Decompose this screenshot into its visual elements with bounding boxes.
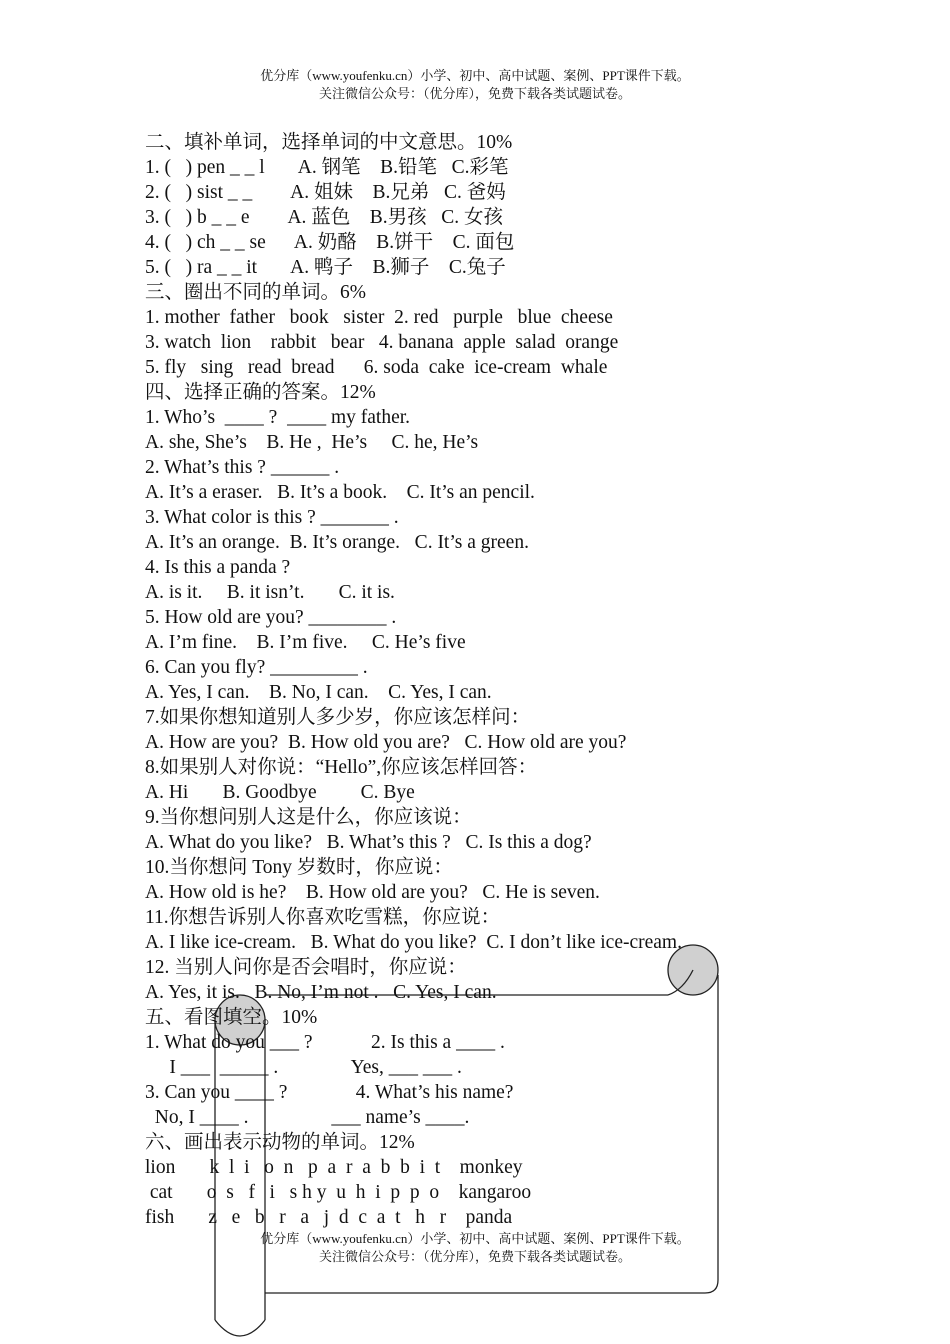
text-line: 4. ( ) ch _ _ se A. 奶酪 B.饼干 C. 面包 <box>145 232 515 253</box>
page-footer <box>0 1230 950 1266</box>
text-line: A. Yes, it is. B. No, I’m not . C. Yes, I can. <box>145 982 497 1003</box>
section-2-title: 二、填补单词，选择单词的中文意思。10% <box>145 132 513 153</box>
text-line: 3. ( ) b _ _ e A. 蓝色 B.男孩 C. 女孩 <box>145 207 504 228</box>
word-grid-row: fish z e b r a j d c a t h r panda <box>145 1207 513 1228</box>
text-line: 11.你想告诉别人你喜欢吃雪糕，你应说： <box>145 907 501 928</box>
section-5-title: 五、看图填空。10% <box>145 1007 318 1028</box>
text-line: 9.当你想问别人这是什么，你应该说： <box>145 807 472 828</box>
text-line: A. It’s a eraser. B. It’s a book. C. It’s an pencil. <box>145 482 535 503</box>
text-line: 1. mother father book sister 2. red purple blue cheese <box>145 307 613 328</box>
text-line: A. is it. B. it isn’t. C. it is. <box>145 582 395 603</box>
word-grid-row: cat o s f i s h y u h i p p o kangaroo <box>145 1182 532 1203</box>
text-line: 8.如果别人对你说：“Hello”,你应该怎样回答： <box>145 757 538 778</box>
text-line: 1. What do you ___ ? 2. Is this a ____ . <box>145 1032 505 1053</box>
text-line: I ___ _____ . Yes, ___ ___ . <box>145 1057 462 1078</box>
header-line-1: 优分库（www.youfenku.cn）小学、初中、高中试题、案例、PPT课件下载。 <box>260 68 690 83</box>
text-line: 2. ( ) sist _ _ A. 姐妹 B.兄弟 C. 爸妈 <box>145 182 506 203</box>
text-line: 3. watch lion rabbit bear 4. banana apple salad orange <box>145 332 619 353</box>
text-line: A. I like ice-cream. B. What do you like? C. I don’t like ice-cream. <box>145 932 682 953</box>
text-line: 12. 当别人问你是否会唱时，你应说： <box>145 957 467 978</box>
text-line: A. she, She’s B. He , He’s C. he, He’s <box>145 432 479 453</box>
text-line: 1. Who’s ____ ? ____ my father. <box>145 407 411 428</box>
text-line: A. What do you like? B. What’s this ? C. Is this a dog? <box>145 832 592 853</box>
text-line: 3. What color is this ? _______ . <box>145 507 399 528</box>
section-3-title: 三、圈出不同的单词。6% <box>145 282 366 303</box>
text-line: 3. Can you ____ ? 4. What’s his name? <box>145 1082 514 1103</box>
text-line: A. I’m fine. B. I’m five. C. He’s five <box>145 632 466 653</box>
text-line: 10.当你想问 Tony 岁数时，你应说： <box>145 857 453 878</box>
text-line: No, I ____ . ___ name’s ____. <box>145 1107 470 1128</box>
text-line: A. How are you? B. How old you are? C. How old are you? <box>145 732 627 753</box>
text-line: A. How old is he? B. How old are you? C. He is seven. <box>145 882 600 903</box>
text-line: 5. ( ) ra _ _ it A. 鸭子 B.狮子 C.兔子 <box>145 257 506 278</box>
footer-line-2: 关注微信公众号：（优分库），免费下载各类试题试卷。 <box>318 1249 631 1264</box>
text-line: 4. Is this a panda ? <box>145 557 291 578</box>
text-line: 6. Can you fly? _________ . <box>145 657 368 678</box>
section-6-title: 六、画出表示动物的单词。12% <box>145 1132 415 1153</box>
footer-line-1: 优分库（www.youfenku.cn）小学、初中、高中试题、案例、PPT课件下载。 <box>260 1231 690 1246</box>
word-grid-row: lion k l i o n p a r a b b i t monkey <box>145 1157 523 1178</box>
text-line: A. It’s an orange. B. It’s orange. C. It’s a green. <box>145 532 529 553</box>
section-4-title: 四、选择正确的答案。12% <box>145 382 376 403</box>
header-line-2: 关注微信公众号：（优分库），免费下载各类试题试卷。 <box>318 86 631 101</box>
text-line: 1. ( ) pen _ _ l A. 钢笔 B.铅笔 C.彩笔 <box>145 157 509 178</box>
text-line: A. Yes, I can. B. No, I can. C. Yes, I can. <box>145 682 492 703</box>
text-line: 5. How old are you? ________ . <box>145 607 397 628</box>
text-line: A. Hi B. Goodbye C. Bye <box>145 782 415 803</box>
text-line: 7.如果你想知道别人多少岁，你应该怎样问： <box>145 707 531 728</box>
text-line: 5. fly sing read bread 6. soda cake ice-cream whale <box>145 357 608 378</box>
text-line: 2. What’s this ? ______ . <box>145 457 340 478</box>
